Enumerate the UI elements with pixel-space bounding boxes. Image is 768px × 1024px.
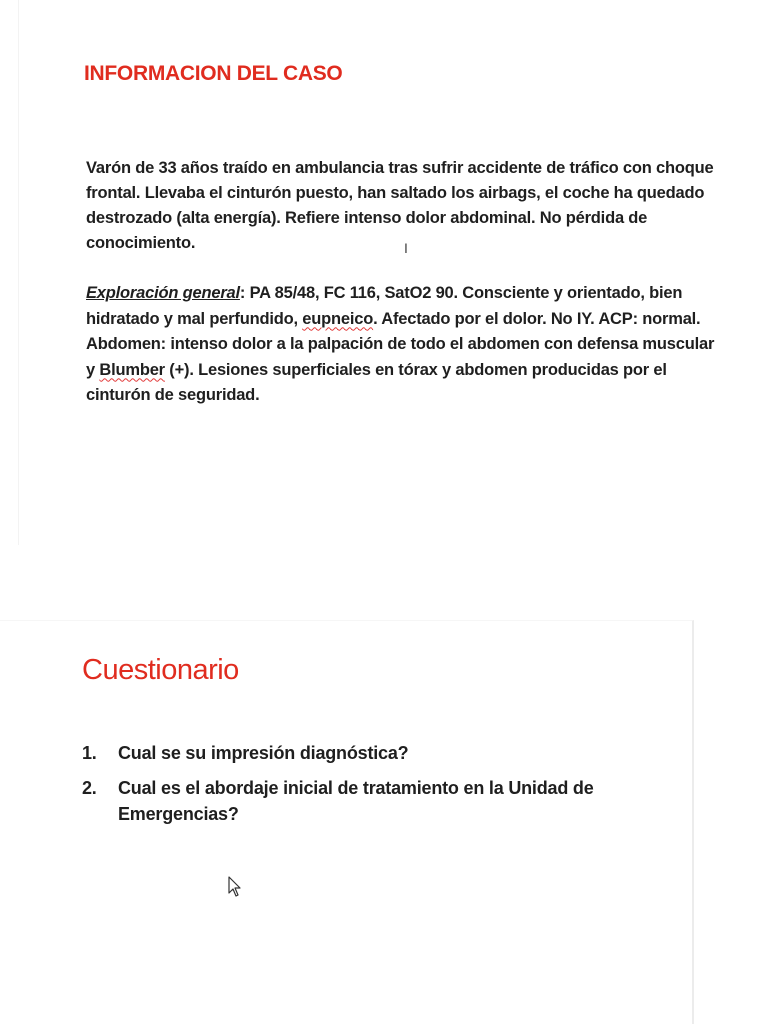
question-number: 2. <box>82 778 97 798</box>
exploration-label: Exploración general <box>86 284 240 302</box>
case-description[interactable]: Varón de 33 años traído en ambulancia tras sufrir accidente de tráfico con choque frontal. Llevaba el cinturón puesto, han saltado los airbags, el coche ha quedado destrozado (alta energía). Refiere intenso dolor abdominal. No pérdida de conocimiento. <box>86 159 714 252</box>
question-item-1[interactable] <box>82 740 642 766</box>
question-list <box>82 740 642 836</box>
exploration-text-part-3: (+). Lesiones superficiales en tórax y abdomen producidas por el cinturón de seguridad. <box>86 360 667 404</box>
general-exploration-paragraph[interactable] <box>86 281 726 409</box>
question-number: 1. <box>82 743 97 763</box>
questionnaire-heading: Cuestionario <box>82 654 239 686</box>
spellcheck-flagged-word-eupneico[interactable]: eupneico <box>302 309 374 328</box>
mouse-pointer-icon <box>228 876 242 898</box>
i-beam-cursor-icon: I <box>404 240 408 256</box>
exploration-text-part-2: . Afectado por el dolor. No IY. ACP: normal. Abdomen: intenso dolor a la palpación de todo el abdomen con defensa muscular y <box>86 309 715 379</box>
question-text: Cual se su impresión diagnóstica? <box>118 743 409 763</box>
spellcheck-flagged-word-blumber[interactable]: Blumber <box>99 360 165 379</box>
question-text: Cual es el abordaje inicial de tratamiento en la Unidad de Emergencias? <box>118 778 594 824</box>
exploration-text-part-1: : PA 85/48, FC 116, SatO2 90. Consciente y orientado, bien hidratado y mal perfundido, <box>86 284 683 328</box>
question-item-2[interactable] <box>82 775 642 827</box>
case-heading: INFORMACION DEL CASO <box>84 62 343 85</box>
slide-edge-divider <box>18 0 19 545</box>
